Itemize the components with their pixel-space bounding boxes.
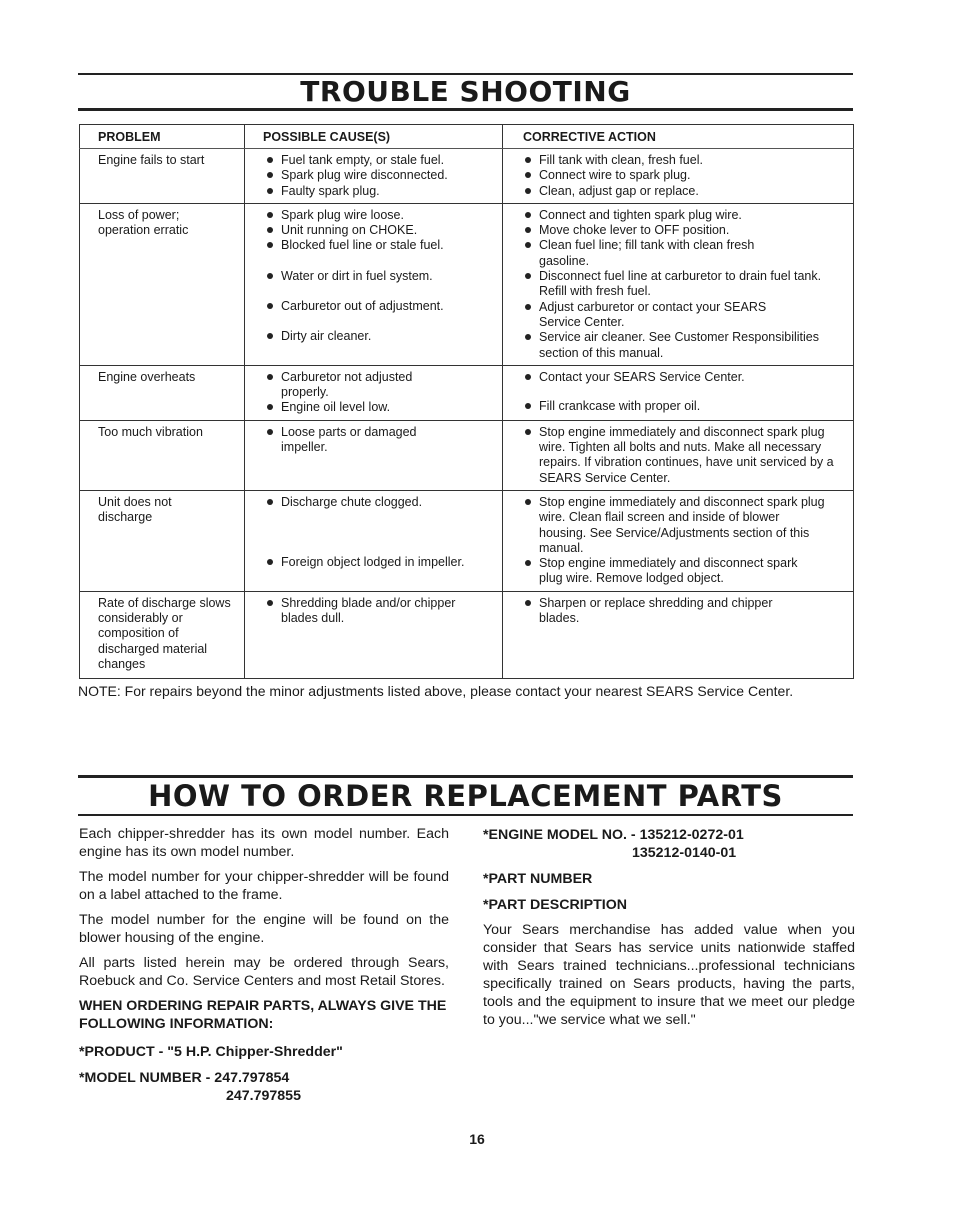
cause-cell <box>245 490 503 591</box>
problem-cell: Too much vibration <box>80 420 245 490</box>
cause-item: Fuel tank empty, or stale fuel. <box>263 153 500 168</box>
table-row <box>80 490 854 591</box>
table-row <box>80 420 854 490</box>
engine-model-paragraph: The model number for the engine will be found on the blower housing of the engine. <box>79 912 449 946</box>
action-item: Stop engine immediately and disconnect spark plug wire. Tighten all bolts and nuts. Make all necessary repairs. If vibration continues, have unit serviced by a SEARS Service Center. <box>521 425 851 486</box>
cause-item: Loose parts or damaged impeller. <box>263 425 451 456</box>
problem-cell: Engine fails to start <box>80 149 245 204</box>
action-cell <box>503 591 854 678</box>
cause-item: Foreign object lodged in impeller. <box>263 555 500 570</box>
cause-item: Blocked fuel line or stale fuel. <box>263 238 500 253</box>
cause-item: Shredding blade and/or chipper blades dull. <box>263 596 481 627</box>
repairs-note: NOTE: For repairs beyond the minor adjustments listed above, please contact your nearest SEARS Service Center. <box>78 683 794 699</box>
action-item: Fill crankcase with proper oil. <box>521 399 851 414</box>
problem-cell: Engine overheats <box>80 365 245 420</box>
action-cell <box>503 420 854 490</box>
sears-value-paragraph: Your Sears merchandise has added value when you consider that Sears has service units nationwide staffed with Sears trained technicians...professional technicians specifically trained on Sears products, having the parts, tools and the equipment to insure that we meet our pledge to you..."we service what we sell." <box>483 922 855 1028</box>
cause-item: Carburetor not adjusted properly. <box>263 370 441 401</box>
engine-model-line: *ENGINE MODEL NO. - 135212-0272-01 <box>483 827 744 843</box>
model-number-line-2: 247.797855 <box>226 1088 301 1104</box>
cause-item: Dirty air cleaner. <box>263 329 500 344</box>
cause-item: Faulty spark plug. <box>263 184 500 199</box>
trouble-shooting-title: TROUBLE SHOOTING <box>300 75 631 108</box>
problem-cell: Rate of discharge slows considerably or composition of discharged material changes <box>80 591 245 678</box>
model-number-paragraph: Each chipper-shredder has its own model number. Each engine has its own model number. <box>79 826 449 860</box>
ordering-paragraph: All parts listed herein may be ordered through Sears, Roebuck and Co. Service Centers and most Retail Stores. <box>79 955 449 989</box>
action-item: Contact your SEARS Service Center. <box>521 370 851 385</box>
action-item: Stop engine immediately and disconnect spark plug wire. Clean flail screen and inside of blower housing. See Service/Adjustments section of this manual. <box>521 495 829 556</box>
action-item: Disconnect fuel line at carburetor to drain fuel tank. Refill with fresh fuel. <box>521 269 851 300</box>
problem-cell: Unit does not discharge <box>80 490 245 591</box>
cause-cell <box>245 149 503 204</box>
title-underline-rule-2 <box>78 814 853 816</box>
troubleshooting-table <box>79 124 854 679</box>
action-cell <box>503 365 854 420</box>
action-cell <box>503 149 854 204</box>
action-item: Adjust carburetor or contact your SEARS Service Center. <box>521 300 809 331</box>
ordering-info-right <box>483 826 855 1036</box>
action-item: Stop engine immediately and disconnect spark plug wire. Remove lodged object. <box>521 556 809 587</box>
action-item: Move choke lever to OFF position. <box>521 223 851 238</box>
action-item: Clean fuel line; fill tank with clean fresh gasoline. <box>521 238 759 269</box>
cause-cell <box>245 365 503 420</box>
action-item: Clean, adjust gap or replace. <box>521 184 851 199</box>
action-item: Sharpen or replace shredding and chipper blades. <box>521 596 809 627</box>
action-cell <box>503 203 854 365</box>
cause-item: Unit running on CHOKE. <box>263 223 500 238</box>
top-rule-2 <box>78 775 853 778</box>
ordering-heading: WHEN ORDERING REPAIR PARTS, ALWAYS GIVE THE FOLLOWING INFORMATION: <box>79 998 447 1032</box>
cause-item: Engine oil level low. <box>263 400 500 415</box>
action-item: Service air cleaner. See Customer Responsibilities section of this manual. <box>521 330 855 361</box>
problem-cell: Loss of power; operation erratic <box>80 203 245 365</box>
cause-cell <box>245 591 503 678</box>
cause-item: Spark plug wire disconnected. <box>263 168 500 183</box>
label-paragraph: The model number for your chipper-shredder will be found on a label attached to the frame. <box>79 869 449 903</box>
part-number-line: *PART NUMBER <box>483 871 593 887</box>
header-cause: POSSIBLE CAUSE(S) <box>245 125 503 149</box>
engine-model-line-2: 135212-0140-01 <box>632 845 737 861</box>
cause-item: Water or dirt in fuel system. <box>263 269 500 284</box>
table-row <box>80 591 854 678</box>
action-item: Fill tank with clean, fresh fuel. <box>521 153 851 168</box>
table-header-row <box>80 125 854 149</box>
action-item: Connect and tighten spark plug wire. <box>521 208 851 223</box>
cause-cell <box>245 203 503 365</box>
table-row <box>80 203 854 365</box>
ordering-info-left <box>79 825 449 1105</box>
cause-item: Spark plug wire loose. <box>263 208 500 223</box>
table-row <box>80 149 854 204</box>
title-underline-rule <box>78 108 853 111</box>
action-cell <box>503 490 854 591</box>
action-item: Connect wire to spark plug. <box>521 168 851 183</box>
page-number: 16 <box>469 1131 485 1147</box>
part-description-line: *PART DESCRIPTION <box>483 897 627 913</box>
cause-item: Discharge chute clogged. <box>263 495 500 510</box>
product-line: *PRODUCT - "5 H.P. Chipper-Shredder" <box>79 1044 343 1060</box>
table-row <box>80 365 854 420</box>
replacement-parts-title: HOW TO ORDER REPLACEMENT PARTS <box>148 779 783 813</box>
header-action: CORRECTIVE ACTION <box>503 125 854 149</box>
cause-cell <box>245 420 503 490</box>
model-number-line: *MODEL NUMBER - 247.797854 <box>79 1070 290 1086</box>
cause-item: Carburetor out of adjustment. <box>263 299 500 314</box>
header-problem: PROBLEM <box>80 125 245 149</box>
